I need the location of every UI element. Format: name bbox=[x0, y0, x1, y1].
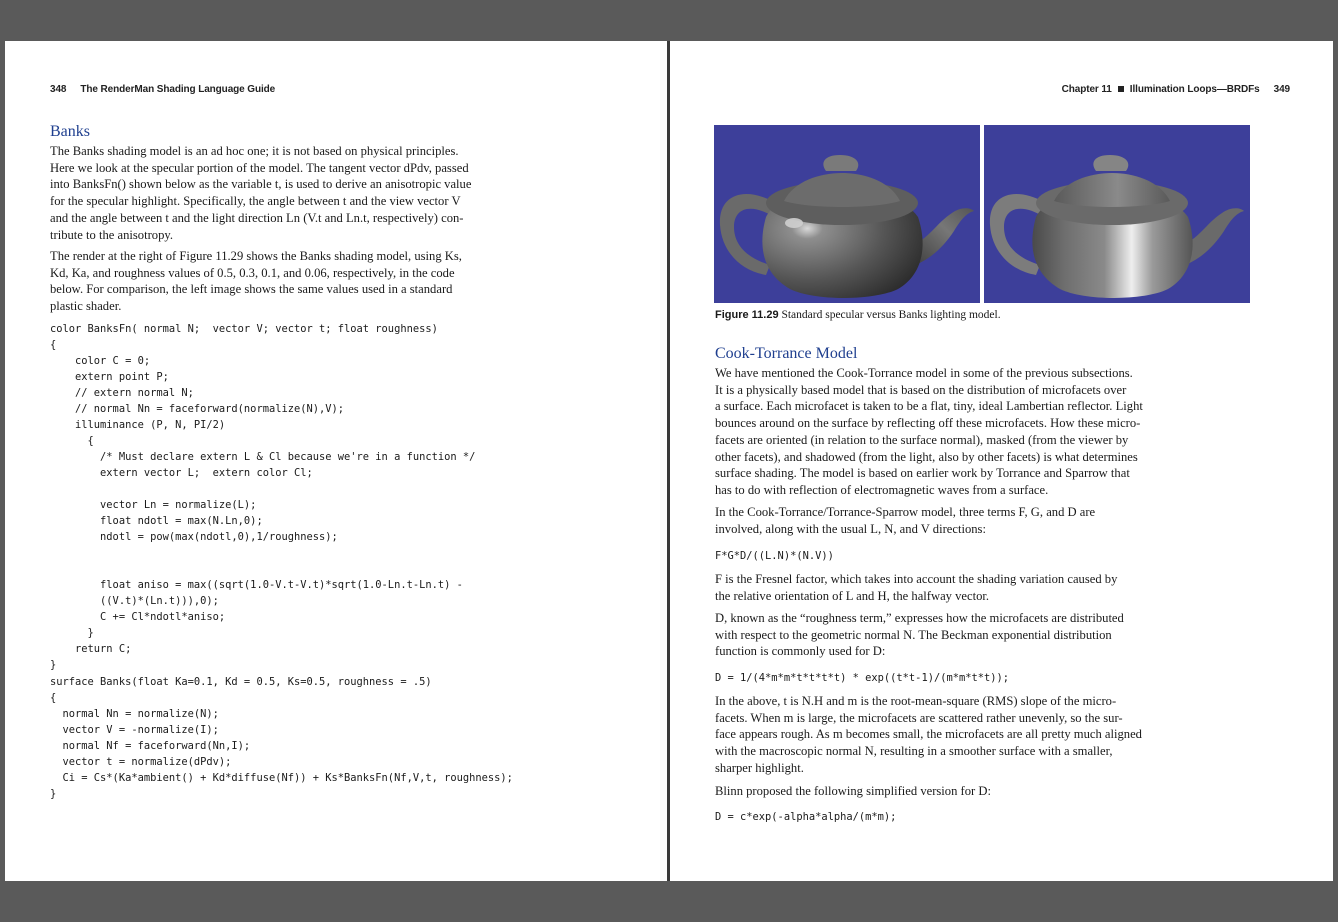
text-line: Kd, Ka, and roughness values of 0.5, 0.3, 0.1, and 0.06, respectively, in the code bbox=[50, 265, 455, 280]
teapot-banks-image bbox=[984, 125, 1250, 303]
text-line: bounces around on the surface by reflecting off these microfacets. How these micro- bbox=[715, 416, 1141, 431]
text-line: tribute to the anisotropy. bbox=[50, 227, 173, 242]
text-line: sharper highlight. bbox=[715, 760, 804, 775]
text-line: The render at the right of Figure 11.29 shows the Banks shading model, using Ks, bbox=[50, 249, 462, 263]
right-page bbox=[670, 41, 1333, 881]
fresnel-paragraph bbox=[715, 571, 1135, 604]
banks-paragraph-2-lines bbox=[50, 248, 470, 315]
banks-lighting-render bbox=[984, 125, 1250, 303]
chapter-label: Chapter 11 bbox=[1061, 84, 1112, 95]
left-page bbox=[5, 41, 667, 881]
book-title: The RenderMan Shading Language Guide bbox=[80, 84, 276, 95]
text-line: plastic shader. bbox=[50, 299, 122, 314]
text-line: Here we look at the specular portion of the model. The tangent vector dPdv, passed bbox=[50, 160, 469, 175]
text-line: and the angle between t and the light direction Ln (V.t and Ln.t, respectively) con- bbox=[50, 210, 464, 225]
banks-surface-code-block: surface Banks(float Ka=0.1, Kd = 0.5, Ks=0.5, roughness = .5) { normal Nn = normalize(N); vector V = -normalize(I); normal Nf = faceforward(Nn,I); vector t = normalize(dPdv); Ci = Cs*(Ka*ambient() + Kd*diffuse(Nf)) + Ks*BanksFn(Nf,V,t, roughness); } bbox=[50, 676, 513, 800]
left-page-number: 348 bbox=[50, 84, 67, 95]
text-line: a surface. Each microfacet is taken to be a flat, tiny, ideal Lambertian reflector. Light bbox=[715, 399, 1143, 414]
blinn-paragraph: Blinn proposed the following simplified version for D: bbox=[715, 784, 991, 798]
rms-slope-paragraph bbox=[715, 693, 1142, 777]
roughness-paragraph bbox=[715, 610, 1135, 660]
square-bullet-icon bbox=[1118, 86, 1124, 92]
chapter-title: Illumination Loops—BRDFs bbox=[1129, 84, 1260, 95]
text-line: In the Cook-Torrance/Torrance-Sparrow model, three terms F, G, and D are bbox=[715, 505, 1096, 519]
text-line: facets are oriented (in relation to the surface normal), masked (from the viewer by bbox=[715, 432, 1129, 447]
text-line: F is the Fresnel factor, which takes into account the shading variation caused by bbox=[715, 572, 1118, 586]
figure-11-29 bbox=[714, 125, 1250, 303]
left-page-header bbox=[50, 84, 275, 95]
teapot-standard-image bbox=[714, 125, 980, 303]
text-line: involved, along with the usual L, N, and V directions: bbox=[715, 521, 986, 536]
text-line: face appears rough. As m becomes small, the microfacets are all pretty much aligned bbox=[715, 727, 1142, 742]
banks-paragraph-1-lines bbox=[50, 143, 470, 243]
text-line: surface shading. The model is based on earlier work by Torrance and Sparrow that bbox=[715, 466, 1130, 481]
formula-brdf: F*G*D/((L.N)*(N.V)) bbox=[715, 550, 834, 562]
text-line: with respect to the geometric normal N. The Beckman exponential distribution bbox=[715, 627, 1112, 642]
formula-beckman: D = 1/(4*m*m*t*t*t*t) * exp((t*t-1)/(m*m*t*t)); bbox=[715, 672, 1010, 684]
text-line: for the specular highlight. Specifically, the angle between t and the view vector V bbox=[50, 194, 461, 209]
text-line: other facets), and shadowed (from the light, also by other facets) is what determines bbox=[715, 449, 1138, 464]
banksfn-code-block: color BanksFn( normal N; vector V; vector t; float roughness) { color C = 0; extern point P; // extern normal N; // normal Nn = faceforward(normalize(N),V); illuminance (P, N, PI/2) { /* Must declare extern L & Cl because we're in a function */ extern vector L; extern color Cl; vector Ln = normalize(L); float ndotl = max(N.Ln,0); ndotl = pow(max(ndotl,0),1/roughness); float aniso = max((sqrt(1.0-V.t-V.t)*sqrt(1.0-Ln.t-Ln.t) - ((V.t)*(Ln.t))),0); C += Cl*ndotl*aniso; } return C; } bbox=[50, 323, 476, 671]
figure-label: Figure 11.29 bbox=[715, 309, 779, 321]
formula-blinn: D = c*exp(-alpha*alpha/(m*m); bbox=[715, 811, 897, 823]
text-line: the relative orientation of L and H, the halfway vector. bbox=[715, 588, 990, 603]
figure-caption-text: Standard specular versus Banks lighting model. bbox=[781, 309, 1001, 321]
section-title-cook-torrance: Cook-Torrance Model bbox=[715, 345, 858, 362]
text-line: into BanksFn() shown below as the variable t, is used to derive an anisotropic value bbox=[50, 177, 472, 192]
text-line: below. For comparison, the left image shows the same values used in a standard bbox=[50, 282, 453, 297]
standard-specular-render bbox=[714, 125, 980, 303]
text-line: function is commonly used for D: bbox=[715, 644, 886, 659]
text-line: facets. When m is large, the microfacets are scattered rather unevenly, so the sur- bbox=[715, 710, 1123, 725]
cook-torrance-paragraph-1 bbox=[715, 365, 1143, 499]
text-line: We have mentioned the Cook-Torrance model in some of the previous subsections. bbox=[715, 366, 1133, 380]
section-title-banks: Banks bbox=[50, 123, 90, 140]
right-page-header bbox=[1062, 84, 1290, 95]
text-line: with the macroscopic normal N, resulting in a smoother surface with a smaller, bbox=[715, 744, 1113, 759]
cook-torrance-paragraph-2 bbox=[715, 504, 1135, 537]
text-line: In the above, t is N.H and m is the root-mean-square (RMS) slope of the micro- bbox=[715, 694, 1117, 708]
right-page-number: 349 bbox=[1273, 84, 1290, 95]
text-line: has to do with reflection of electromagnetic waves from a surface. bbox=[715, 482, 1049, 497]
text-line: The Banks shading model is an ad hoc one; it is not based on physical principles. bbox=[50, 144, 459, 158]
text-line: D, known as the “roughness term,” expresses how the microfacets are distributed bbox=[715, 611, 1124, 625]
figure-caption bbox=[715, 309, 1001, 321]
text-line: It is a physically based model that is based on the distribution of microfacets over bbox=[715, 382, 1127, 397]
